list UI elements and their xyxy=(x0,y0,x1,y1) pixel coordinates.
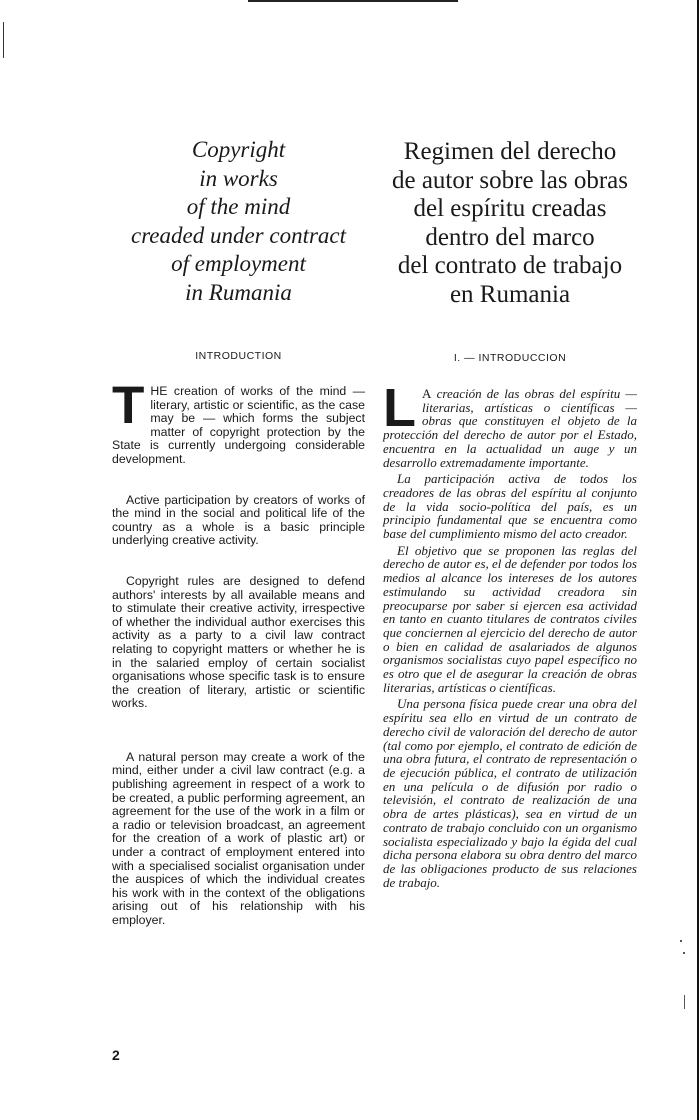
title-es-line: del contrato de trabajo xyxy=(397,252,623,279)
lead-caps-english: HE xyxy=(150,384,168,398)
title-es-line: de autor sobre las obras xyxy=(391,166,629,194)
section-heading-spanish: I. — INTRODUCCION xyxy=(453,352,567,364)
section-heading-english: INTRODUCTION xyxy=(195,350,282,362)
title-english xyxy=(112,136,365,307)
paragraph-en-2: Active participation by creators of works of the mind in the social and political life of the country as a whole is a basic principle underlying creative activity. xyxy=(112,492,365,548)
left-margin-mark xyxy=(3,22,4,58)
paragraph-en-3: Copyright rules are designed to defend authors' interests by all available means and to stimulate their creative activity, irrespective of whether the individual author exercises this activity as a party to a civil law contract relating to copyright matters or whether he is in the salaried employ of certain socialist organisations whose specific task is to ensure the creation of literary, artistic or scientific works. xyxy=(112,573,365,711)
top-rule xyxy=(248,0,458,2)
paragraph-es-3: El objetivo que se proponen las reglas del derecho de autor es, el de defender por todos los medios al alcance los intereses de los autores estimulando su actividad creadora sin preocuparse por saber si ejercen esa actividad en tanto en cuanto titulares de contratos civiles que conciernen al ejercicio del derecho de autor o bien en calidad de asalariados de algunos organismos socialistas cuyo papel específico no es otro que el de asegurar la creación de obras literarias, artísticas o científicas. xyxy=(383,542,637,695)
drop-cap-english: T xyxy=(112,376,145,435)
scan-speckles xyxy=(680,940,686,1030)
title-spanish xyxy=(383,138,637,309)
title-en-line: of employment xyxy=(171,251,306,276)
title-en-line: creaded under contract xyxy=(130,222,347,248)
paragraph-es-1 xyxy=(383,378,637,470)
title-es-line: Regimen del derecho xyxy=(403,138,617,165)
paragraph-en-1 xyxy=(112,376,365,467)
paragraph-en-1-text: creation of works of the mind — literary, artistic or scientific, as the case may be — which forms the subject matter of copyright protection by the State is currently undergoing considerable development. xyxy=(112,384,365,466)
title-en-line: Copyright xyxy=(191,137,286,162)
paragraph-es-4: Una persona física puede crear una obra del espíritu sea ello en virtud de un contrato de derecho civil de valoración del derecho de autor (tal como por ejemplo, el contrato de edición de una obra futura, el contrato de representación o de ejecución pública, el contrato de utilización en una película o de difusión por radio o televisión, el contrato de realización de una obra de artes plásticas), sea en virtud de un contrato de trabajo concluido con un organismo socialista especializado y bajo la égida del cual dicha persona elabora su obra dentro del marco de las obligaciones producto de sus relaciones de trabajo. xyxy=(383,696,637,890)
paragraph-es-2: La participación activa de todos los creadores de las obras del espíritu al conjunto de la vida socio-política del país, es un principio fundamental que se encuentra como base del cumplimiento mismo del acto creador. xyxy=(383,471,637,542)
body-spanish xyxy=(383,378,637,890)
title-es-line: dentro del marco xyxy=(425,223,595,251)
speckle xyxy=(680,940,682,942)
title-es-line: del espíritu creadas xyxy=(413,195,607,222)
title-en-line: in works xyxy=(199,165,278,191)
speckle xyxy=(683,952,685,954)
right-page-edge xyxy=(697,0,699,1120)
speckle xyxy=(684,995,685,1009)
title-en-line: of the mind xyxy=(186,194,291,219)
title-es-line: en Rumania xyxy=(449,280,571,308)
body-english xyxy=(112,376,365,928)
lead-caps-spanish: A xyxy=(422,386,432,401)
title-en-line: in Rumania xyxy=(185,279,292,305)
paragraph-es-1-text: creación de las obras del espíritu — literarias, artísticas o científicas — obras que constituyen el objeto de la protección del derecho de autor por el Estado, encuentra en la actualidad un auge y un desarrollo extremadamente importante. xyxy=(383,386,637,470)
drop-cap-spanish: L xyxy=(383,378,416,438)
page-number: 2 xyxy=(112,1047,120,1063)
paragraph-en-4: A natural person may create a work of the mind, either under a civil law contract (e.g. a publishing agreement in respect of a work to be created, a public performing agreement, an agreement for the use of the work in a film or a radio or television broadcast, an agreement for the creation of a work of plastic art) or under a contract of employment entered into with a specialised socialist organisation under the auspices of which the individual creates his work with in the context of the obligations arising out of his relationship with his employer. xyxy=(112,749,365,927)
